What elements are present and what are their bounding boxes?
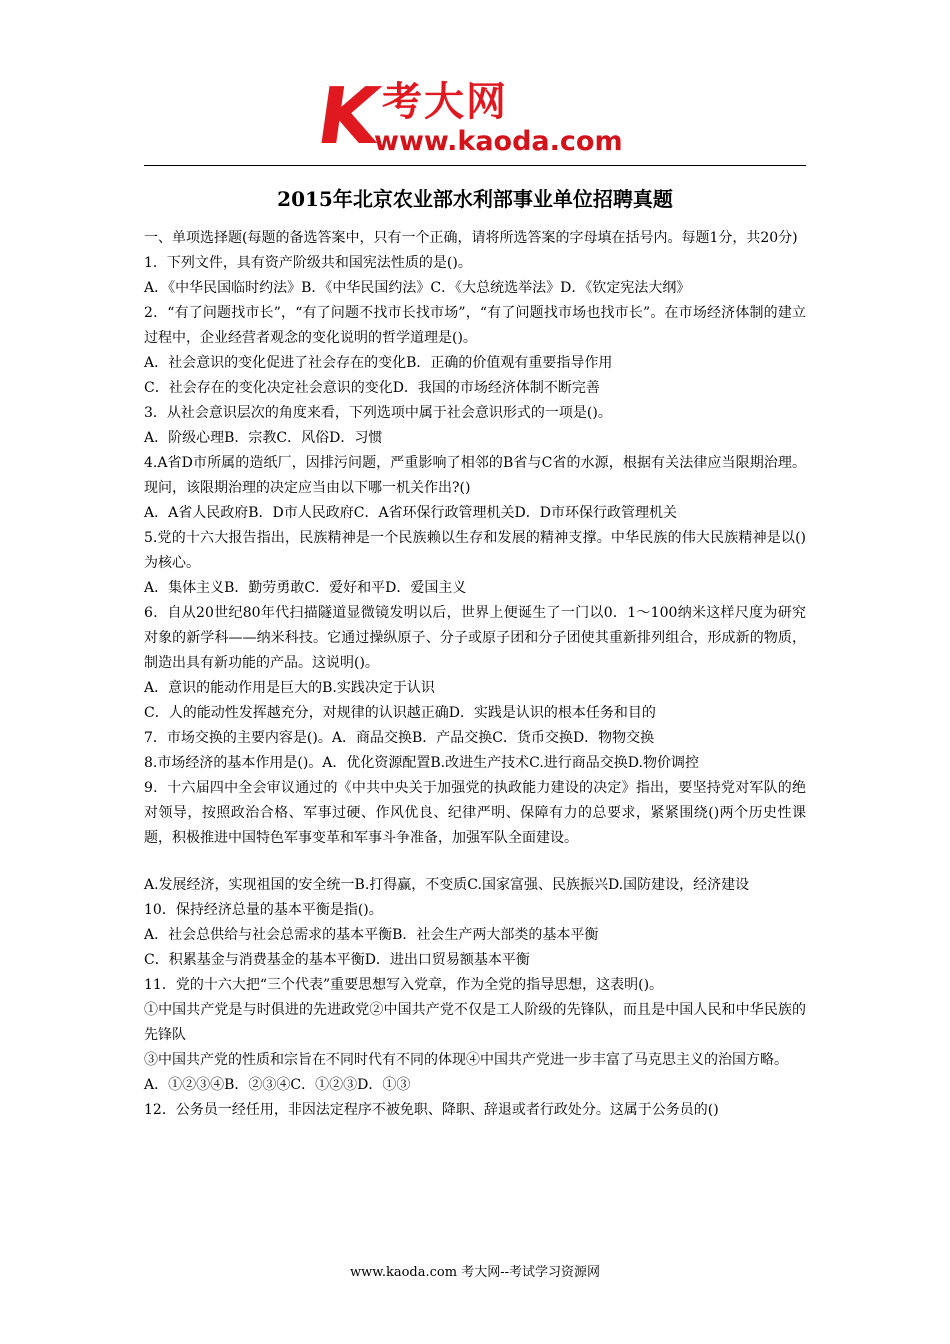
question-11-statement-34: ③中国共产党的性质和宗旨在不同时代有不同的体现④中国共产党进一步丰富了马克思主义的治国方略。 (144, 1052, 788, 1068)
question-6-options-ab: A．意识的能动作用是巨大的B.实践决定于认识 (144, 680, 435, 696)
question-3: 3．从社会意识层次的角度来看，下列选项中属于社会意识形式的一项是()。 (144, 405, 612, 421)
page-title: 2015年北京农业部水利部事业单位招聘真题 (277, 187, 673, 211)
logo-letter: K (311, 72, 385, 162)
question-8: 8.市场经济的基本作用是()。A．优化资源配置B.改进生产技术C.进行商品交换D.物价调控 (144, 755, 699, 771)
question-9-options: A.发展经济，实现祖国的安全统一B.打得赢，不变质C.国家富强、民族振兴D.国防建设，经济建设 (144, 877, 750, 893)
question-2-options-ab: A．社会意识的变化促进了社会存在的变化B．正确的价值观有重要指导作用 (144, 355, 613, 371)
question-11: 11．党的十六大把“三个代表”重要思想写入党章，作为全党的指导思想，这表明()。 (144, 977, 664, 993)
question-2-options-cd: C．社会存在的变化决定社会意识的变化D．我国的市场经济体制不断完善 (144, 380, 600, 396)
logo-url: www.kaoda.com (374, 126, 623, 157)
question-10: 10．保持经济总量的基本平衡是指()。 (144, 902, 383, 918)
header-divider (144, 165, 806, 166)
question-1: 1．下列文件，具有资产阶级共和国宪法性质的是()。 (144, 255, 472, 271)
kaoda-logo (311, 72, 638, 162)
question-3-options: A．阶级心理B．宗教C．风俗D．习惯 (144, 430, 383, 446)
question-10-options-cd: C．积累基金与消费基金的基本平衡D．进出口贸易额基本平衡 (144, 952, 530, 968)
question-7: 7．市场交换的主要内容是()。A．商品交换B．产品交换C．货币交换D．物物交换 (144, 730, 655, 746)
question-12: 12．公务员一经任用，非因法定程序不被免职、降职、辞退或者行政处分。这属于公务员的() (144, 1102, 719, 1118)
question-5-options: A．集体主义B．勤劳勇敢C．爱好和平D．爱国主义 (144, 580, 467, 596)
logo-chinese-name: 考大网 (382, 79, 508, 125)
section-heading: 一、单项选择题(每题的备选答案中，只有一个正确，请将所选答案的字母填在括号内。每题1分，共20分) (144, 230, 798, 246)
question-2: 2．“有了问题找市长”，“有了问题不找市长找市场”，“有了问题找市场也找市长”。在市场经济体制的建立过程中，企业经营者观念的变化说明的哲学道理是()。 (144, 305, 806, 346)
question-11-options: A．①②③④B．②③④C．①②③D．①③ (144, 1077, 411, 1093)
question-11-statement-12: ①中国共产党是与时俱进的先进政党②中国共产党不仅是工人阶级的先锋队，而且是中国人民和中华民族的先锋队 (144, 1002, 806, 1043)
question-5: 5.党的十六大报告指出，民族精神是一个民族赖以生存和发展的精神支撑。中华民族的伟大民族精神是以()为核心。 (144, 530, 806, 571)
question-4-options: A．A省人民政府B．D市人民政府C．A省环保行政管理机关D．D市环保行政管理机关 (144, 505, 678, 521)
question-1-options: A．《中华民国临时约法》B．《中华民国约法》C．《大总统选举法》D．《钦定宪法大纲》 (144, 280, 691, 296)
question-4: 4.A省D市所属的造纸厂，因排污问题，严重影响了相邻的B省与C省的水源，根据有关法律应当限期治理。现问，该限期治理的决定应当由以下哪一机关作出?() (144, 455, 806, 496)
question-6-options-cd: C．人的能动性发挥越充分，对规律的认识越正确D．实践是认识的根本任务和目的 (144, 705, 656, 721)
page-footer: www.kaoda.com 考大网--考试学习资源网 (350, 1265, 600, 1280)
blank-line (144, 851, 806, 873)
question-10-options-ab: A．社会总供给与社会总需求的基本平衡B．社会生产两大部类的基本平衡 (144, 927, 599, 943)
question-6: 6．自从20世纪80年代扫描隧道显微镜发明以后，世界上便诞生了一门以0．1～100纳米这样尺度为研究对象的新学科——纳米科技。它通过操纵原子、分子或原子团和分子团使其重新排列组合，形成新的物质，制造出具有新功能的产品。这说明()。 (144, 605, 806, 671)
question-9: 9．十六届四中全会审议通过的《中共中央关于加强党的执政能力建设的决定》指出，要坚持党对军队的绝对领导，按照政治合格、军事过硬、作风优良、纪律严明、保障有力的总要求，紧紧围绕()两个历史性课题，积极推进中国特色军事变革和军事斗争准备，加强军队全面建设。 (144, 780, 806, 846)
document-body (144, 226, 806, 1123)
